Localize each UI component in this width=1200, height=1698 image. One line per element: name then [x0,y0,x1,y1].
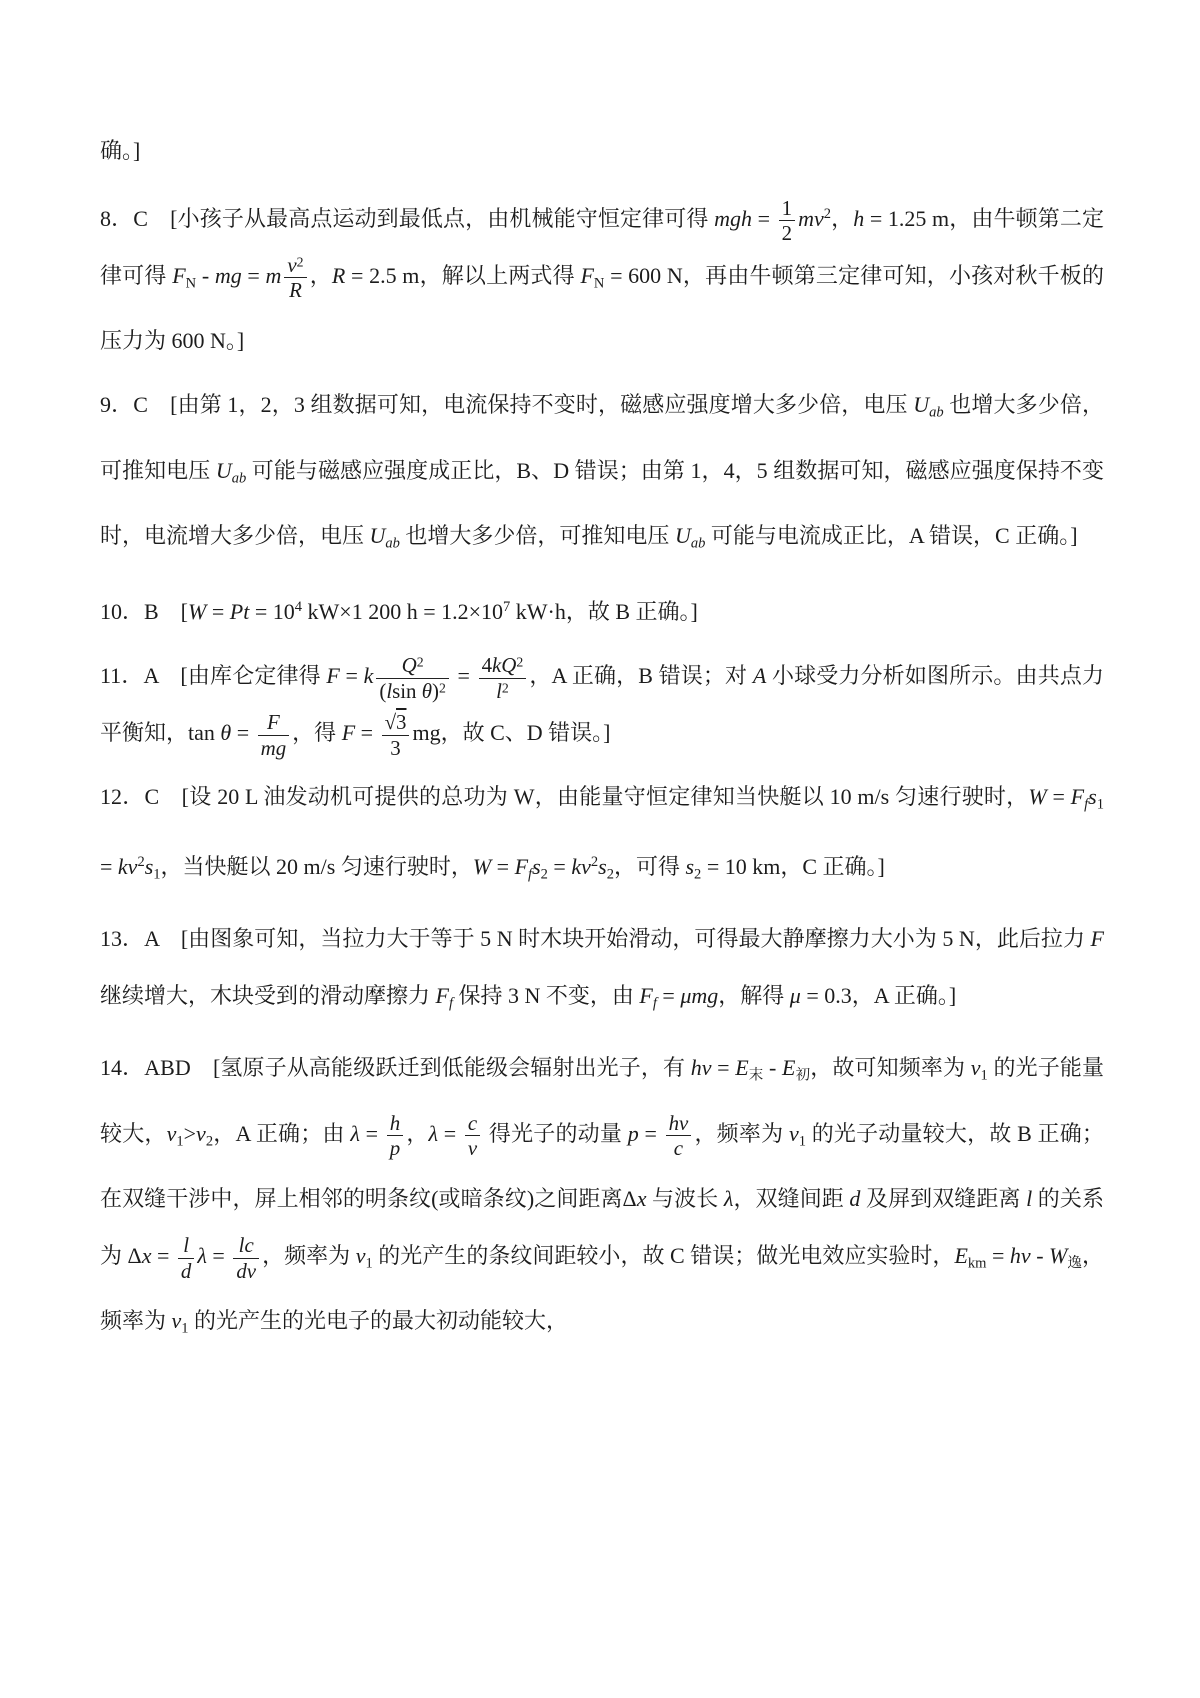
text-run: 3 [390,735,401,760]
math-variable: ν [467,1136,478,1161]
answer-item [100,910,1104,1032]
text-run: f [652,995,657,1012]
text-run: ，当快艇以 20 m/s 匀速行驶时， [160,853,473,879]
fraction-numerator [178,1233,194,1258]
math-variable: x [141,1243,152,1269]
fraction-denominator [666,1135,692,1161]
math-fraction [387,1111,403,1161]
text-run: N [185,275,197,292]
math-variable: F [267,710,280,735]
text-run: sin [392,678,422,703]
math-fraction [465,1111,480,1161]
fraction-numerator [666,1111,692,1136]
text-run: = [656,983,681,1009]
text-run: 2 [694,866,702,883]
text-run: 小球受力分析如图所示。由共点力平衡知，tan [100,663,1104,746]
math-variable: v [287,252,297,277]
text-run: 1 [1096,796,1104,813]
text-run: - [763,1055,783,1081]
text-run: 1 [176,1133,184,1150]
math-variable: ν [970,1055,981,1081]
text-run: 4 [481,653,493,678]
text-run: = [339,663,364,689]
text-run: ，双缝间距 [733,1186,850,1212]
text-run: ( [379,678,387,703]
math-variable: F [639,983,653,1009]
text-run: ，A 正确，B 错误；对 [529,663,753,689]
text-run: ab [929,404,944,421]
math-fraction [376,653,449,703]
math-variable: hν [690,1055,712,1081]
text-run: 的关系为 Δ [100,1186,1104,1269]
math-variable: mgh [714,205,752,231]
math-variable: ν [355,1243,366,1269]
text-run: 的光子动量较大，故 B 正确；在双缝干涉中，屏上相邻的明条纹(或暗条纹)之间距离Δ [100,1120,1104,1212]
text-run: √ [384,710,397,735]
answer-item [100,647,1104,761]
math-fraction [284,253,306,303]
text-run: 也增大多少倍，可推知电压 [100,392,1104,483]
math-variable: W [472,853,492,879]
math-variable: μmg [680,983,719,1009]
text-run: 的光产生的条纹间距较小，故 C 错误；做光电效应实验时， [372,1243,955,1269]
text-run: ，频率为 [694,1120,789,1146]
fraction-denominator [479,678,527,704]
math-variable: E [954,1243,968,1269]
math-variable: A [752,663,767,689]
text-run: 2 [590,853,599,870]
fraction-numerator [387,1111,403,1136]
text-run: - [1030,1243,1050,1269]
text-run: 逸 [1067,1255,1082,1272]
text-run: 2 [438,680,446,696]
text-run: = [438,1120,462,1146]
text-run: = 10 [249,599,295,625]
text-run: ) [432,678,439,703]
text-run: 2 [501,680,509,696]
text-run: 可能与电流成正比，A 错误，C 正确。] [705,523,1078,549]
text-run: = [451,663,476,689]
text-run: 3 [396,710,407,735]
math-variable: E [782,1055,796,1081]
text-run: = [491,853,515,879]
text-run: 2 [416,654,424,670]
math-variable: ν [788,1120,799,1146]
text-run: = 1.25 m，由牛顿第二定律可得 [100,205,1104,288]
math-fraction [258,710,290,760]
text-run: 1 [153,866,161,883]
text-run: = [1046,784,1071,810]
math-variable: U [215,457,232,483]
text-run: ab [690,535,706,552]
text-run: 1 [980,1067,988,1084]
text-run: ， [309,262,332,288]
math-variable: hν [1009,1243,1031,1269]
text-run: = 10 km，C 正确。] [701,853,885,879]
text-run: 确。] [100,138,141,163]
math-variable: h [389,1110,401,1135]
math-variable: kv [571,853,591,879]
math-variable: mv [798,205,824,231]
math-variable: F [172,262,186,288]
math-variable: W [1049,1243,1068,1269]
math-variable: l [496,678,502,703]
fraction-denominator [376,678,449,704]
text-run: = 600 N，再由牛顿第三定律可知，小孩对秋千板的压力为 600 N。] [100,262,1105,354]
text-run: 11．A [由库仑定律得 [100,663,327,689]
text-run: N [593,275,605,292]
math-variable: s [598,853,607,879]
math-variable: U [913,392,930,418]
math-variable: d [180,1258,192,1283]
math-fraction [779,196,795,246]
text-run: = [206,1243,231,1269]
text-run: 2 [137,853,145,870]
math-variable: λ [428,1120,439,1146]
math-variable: l [1026,1186,1033,1212]
fraction-denominator [284,277,306,303]
fraction-numerator [779,196,795,221]
text-run: 8．C [小孩子从最高点运动到最低点，由机械能守恒定律可得 [100,205,715,231]
text-run: 及屏到双缝距离 [860,1186,1027,1212]
text-run: > [183,1120,197,1146]
math-variable: E [735,1055,749,1081]
answer-item [100,579,1104,640]
math-variable: λ [197,1243,207,1269]
text-run: = [241,262,266,288]
math-variable: s [532,853,541,879]
math-variable: h [853,205,865,231]
math-variable: W [188,599,207,625]
answer-item [100,122,1104,179]
text-run: ，故可知频率为 [810,1055,971,1081]
fraction-numerator [258,710,290,735]
math-fraction [178,1233,194,1283]
text-run: = 0.3，A 正确。] [800,983,957,1009]
text-run: 2 [606,866,614,883]
math-variable: R [331,262,346,288]
fraction-denominator [233,1258,259,1284]
text-run: 4 [294,599,303,616]
math-variable: Q [401,653,417,678]
math-variable: ν [196,1120,206,1146]
math-variable: F [1070,784,1085,810]
text-run: 与波长 [646,1186,724,1212]
math-variable: p [389,1136,401,1161]
fraction-denominator [178,1258,194,1284]
text-run: ab [385,535,400,552]
answer-item [100,1039,1104,1357]
text-run: 继续增大，木块受到的滑动摩擦力 [100,983,436,1009]
math-variable: F [580,262,594,288]
text-run: kW×1 200 h = 1.2×10 [302,599,504,625]
math-variable: kQ [492,653,517,678]
math-variable: F [514,853,529,879]
math-fraction [479,653,527,703]
fraction-numerator [233,1233,259,1258]
text-run: = [359,1120,384,1146]
math-variable: U [674,523,691,549]
math-variable: θ [421,678,432,703]
text-run: ab [231,470,247,487]
fraction-denominator [382,735,410,761]
text-run: = [638,1120,663,1146]
text-run: ， [406,1120,429,1146]
text-run: 2 [516,654,524,670]
math-variable: l [183,1232,190,1257]
math-fraction [666,1111,692,1161]
text-run: f [448,995,454,1012]
text-run: ，频率为 [100,1243,1104,1334]
text-run: 14．ABD [氢原子从高能级跃迁到低能级会辐射出光子，有 [100,1055,691,1081]
text-run: ，解得 [718,983,790,1009]
fraction-denominator [465,1135,480,1161]
math-variable: l [386,678,393,703]
text-run: 1 [365,1255,373,1272]
text-run: 末 [748,1067,764,1084]
math-variable: x [636,1186,647,1212]
math-variable: k [363,663,374,689]
text-run: ， [831,205,854,231]
math-variable: Pt [229,599,250,625]
answer-item [100,768,1104,903]
text-run: f [528,866,533,883]
text-run: ，可得 [613,853,686,879]
text-run: = [231,720,255,746]
text-run: = 2.5 m，解以上两式得 [345,262,581,288]
math-variable: hν [668,1110,689,1135]
fraction-numerator [284,253,306,278]
text-run: = [151,1243,175,1269]
text-run: mg，故 C、D 错误。] [412,720,611,746]
text-run: 初 [795,1067,811,1084]
math-variable: θ [220,720,232,746]
math-variable: kv [117,853,138,879]
text-run: 12．C [设 20 L 油发动机可提供的总功为 W，由能量守恒定律知当快艇以 10 m/s 匀速行驶时， [100,784,1029,810]
text-run: kW·h，故 B 正确。] [510,599,698,625]
math-variable: F [435,983,449,1009]
math-variable: c [467,1110,478,1135]
math-variable: mg [260,735,287,760]
text-run: 得光子的动量 [483,1120,628,1146]
math-variable: ν [171,1308,182,1334]
math-variable: W [1028,784,1047,810]
math-variable: F [1090,926,1104,952]
fraction-numerator [382,710,410,735]
math-fraction [233,1233,259,1283]
text-run: 可能与磁感应强度成正比，B、D 错误；由第 1，4，5 组数据可知，磁感应强度保持不变时，电流增大多少倍，电压 [100,457,1104,549]
fraction-numerator [465,1111,480,1136]
text-run: 的光产生的光电子的最大初动能较大， [188,1308,569,1334]
text-run: 2 [205,1133,214,1150]
math-variable: λ [350,1120,360,1146]
math-variable: p [627,1120,639,1146]
answer-item [100,376,1104,572]
text-run: f [1084,796,1089,813]
math-variable: s [144,853,154,879]
text-run: ，频率为 [262,1243,356,1269]
answer-list [100,122,1104,1358]
math-variable: μ [789,983,801,1009]
fraction-denominator [779,220,795,246]
text-run: 10．B [ [100,599,189,625]
text-run: km [967,1255,987,1272]
text-run: 7 [503,599,511,616]
fraction-denominator [387,1135,403,1161]
math-variable: d [849,1186,861,1212]
text-run: 2 [296,254,304,270]
math-variable: F [341,720,356,746]
text-run: = [986,1243,1010,1269]
text-run: = [100,853,118,879]
text-run: = [206,599,230,625]
math-variable: mg [214,262,242,288]
text-run: 9．C [由第 1，2，3 组数据可知，电流保持不变时，磁感应强度增大多少倍，电压 [100,392,914,418]
fraction-numerator [479,653,527,678]
text-run: 的光子能量较大， [100,1055,1104,1146]
answer-item [100,186,1104,369]
text-run: 1 [781,195,793,220]
math-variable: dν [236,1258,257,1283]
fraction-denominator [258,735,290,761]
fraction-numerator [376,653,449,678]
text-run: 也增大多少倍，可推知电压 [399,523,675,549]
math-variable: s [1088,784,1097,810]
text-run: 2 [540,866,548,883]
text-run: = [547,853,572,879]
math-variable: s [685,853,695,879]
math-variable: ν [166,1120,177,1146]
text-run: 保持 3 N 不变，由 [453,983,640,1009]
math-variable: λ [723,1186,734,1212]
text-run: 2 [823,206,832,222]
text-run: - [196,262,215,288]
text-run: 1 [181,1320,189,1337]
math-variable: R [289,278,302,303]
text-run: ，A 正确；由 [213,1120,351,1146]
text-run: 2 [781,221,793,246]
math-variable: lc [238,1232,254,1257]
math-fraction [382,710,410,760]
text-run: 13．A [由图象可知，当拉力大于等于 5 N 时木块开始滑动，可得最大静摩擦力大小为 5 N，此后拉力 [100,926,1091,952]
math-variable: U [369,523,386,549]
math-variable: m [265,262,282,288]
text-run: 1 [798,1133,806,1150]
math-variable: F [326,663,340,689]
text-run: = [711,1055,736,1081]
text-run: = [355,720,379,746]
math-variable: c [673,1136,684,1161]
text-run: = [751,205,776,231]
text-run: ，得 [292,720,342,746]
